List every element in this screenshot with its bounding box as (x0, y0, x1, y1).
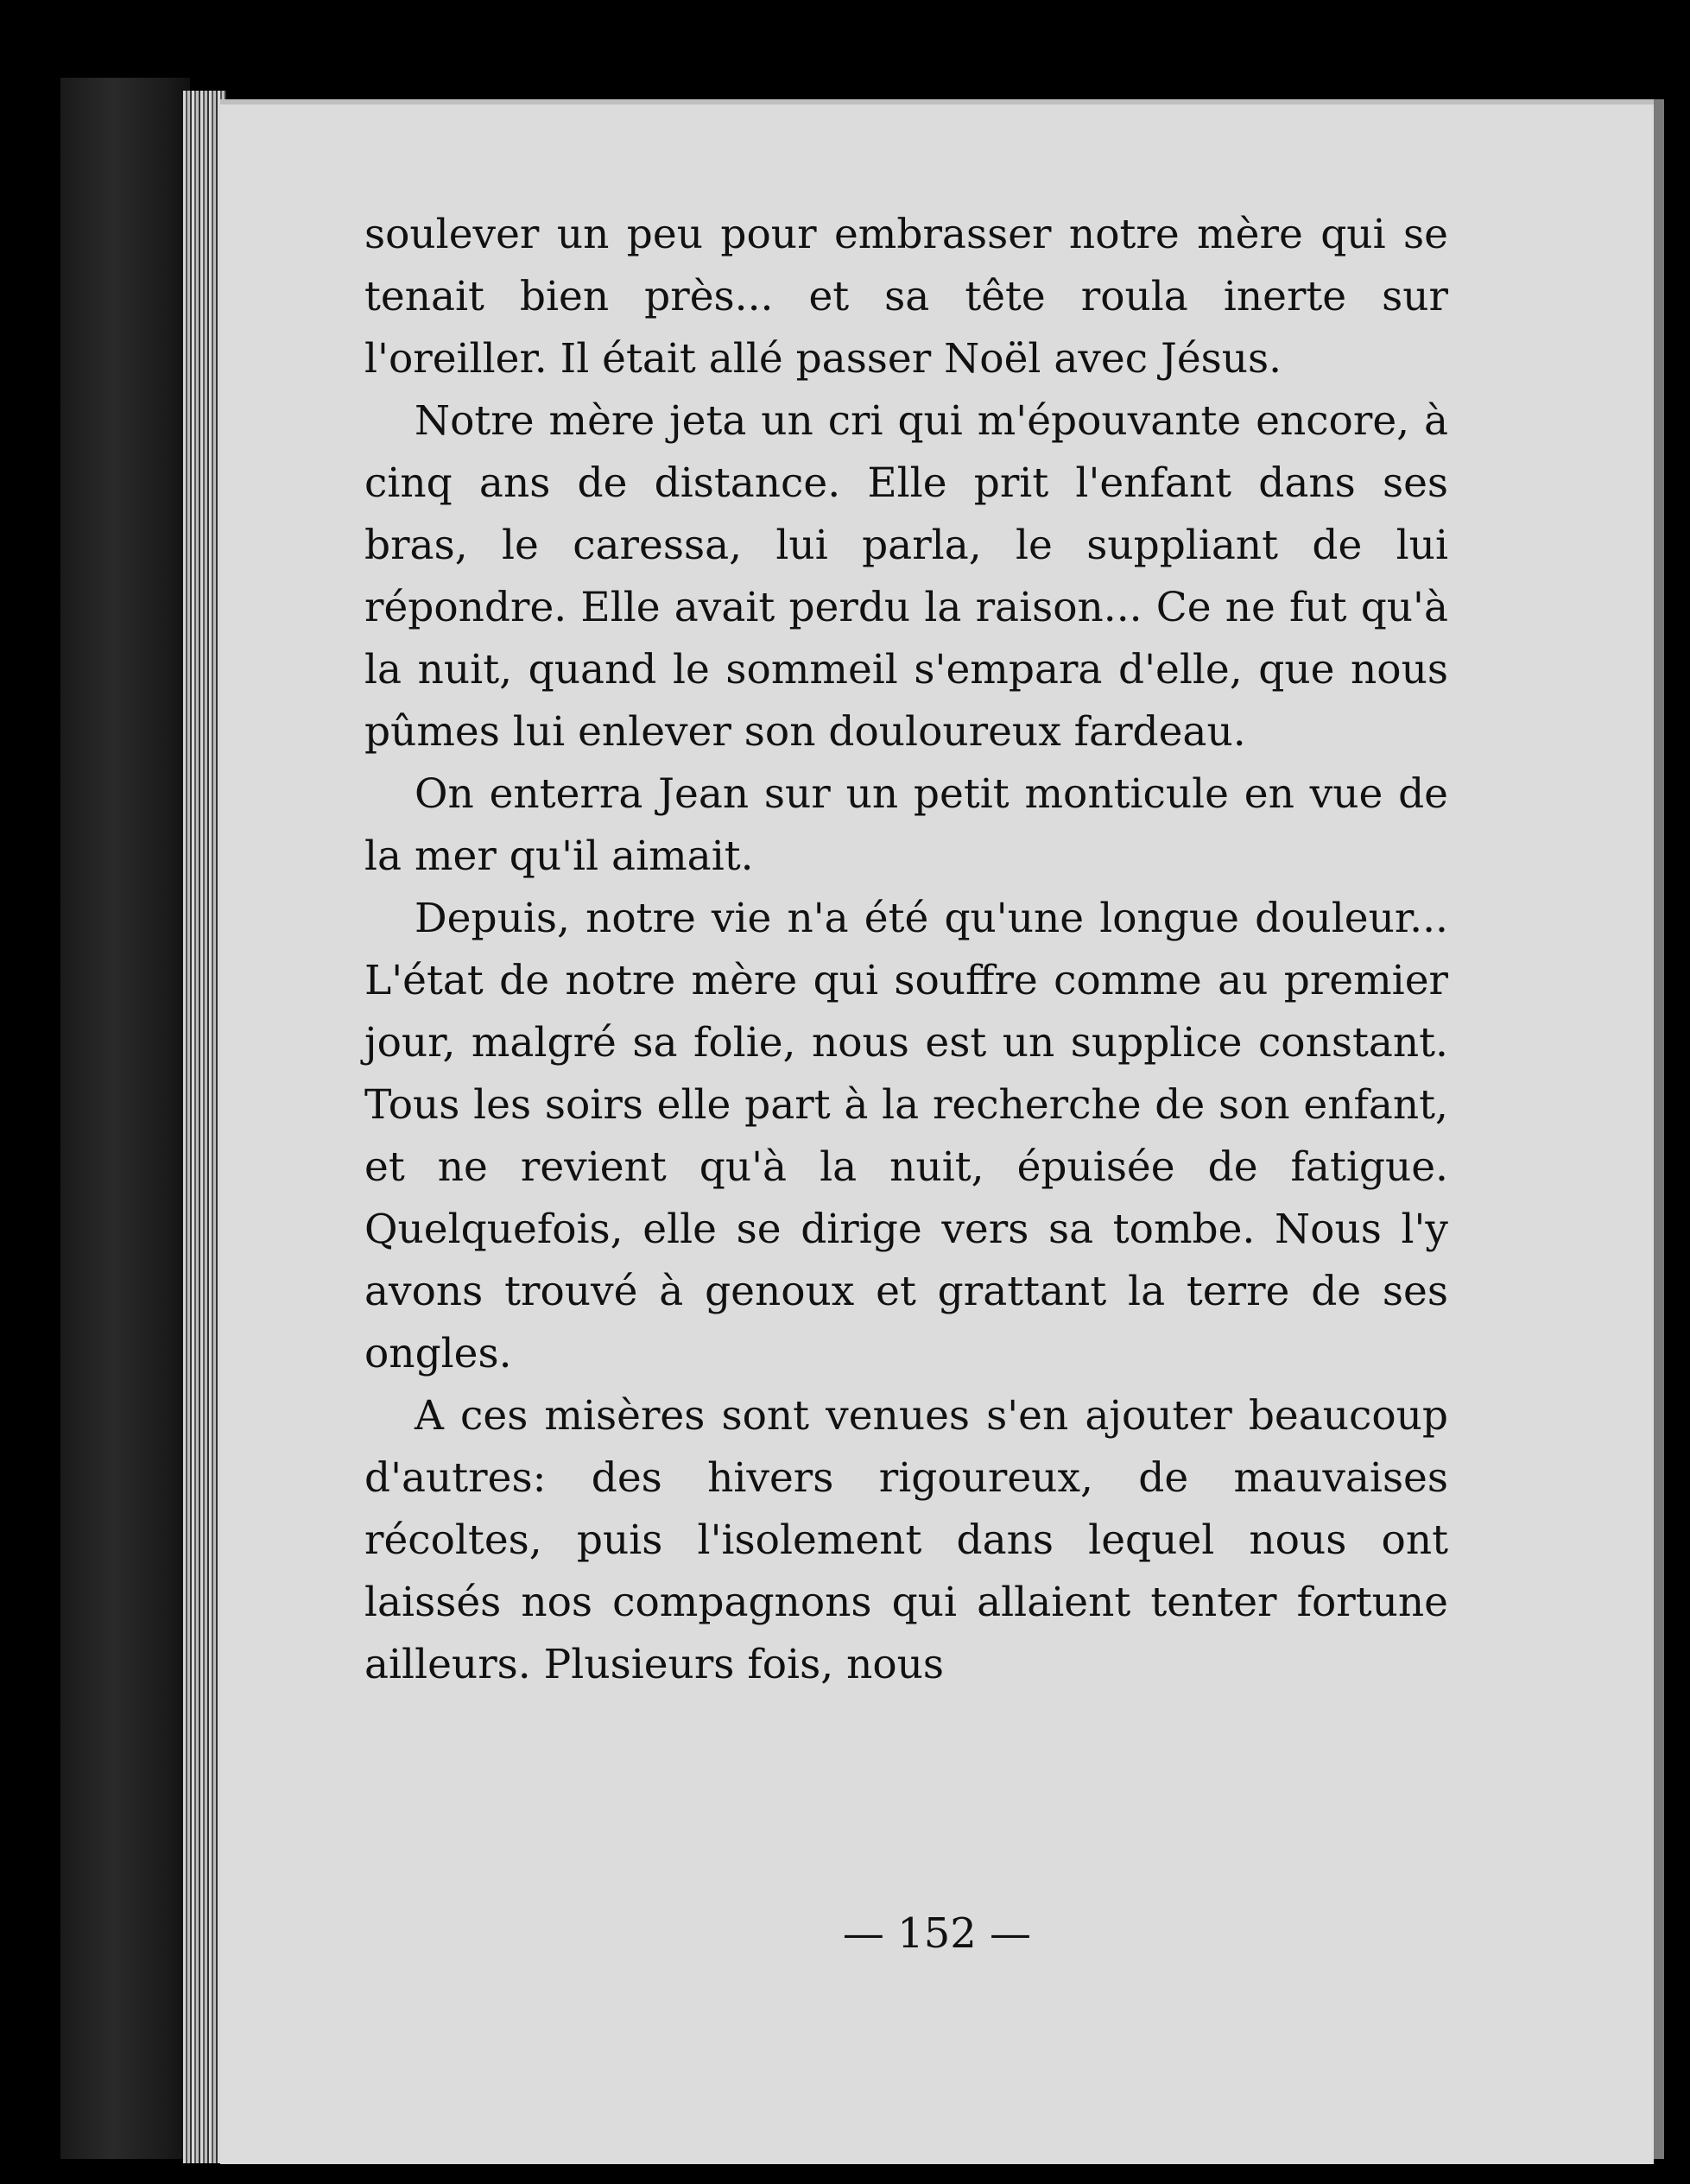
book-spine (60, 78, 190, 2159)
paragraph: A ces misères sont venues s'en ajouter beaucoup d'autres: des hivers rigoureux, de mauvaises récoltes, puis l'isolement dans lequel nous ont laissés nos compagnons qui allaient tenter fortune ailleurs. Plusieurs fois, nous (364, 1392, 1448, 1688)
paragraph: On enterra Jean sur un petit monticule en vue de la mer qu'il aimait. (364, 770, 1448, 880)
body-text (364, 204, 1448, 1696)
paragraph: Depuis, notre vie n'a été qu'une longue douleur... L'état de notre mère qui souffre comme au premier jour, malgré sa folie, nous est un supplice constant. Tous les soirs elle part à la recherche de son enfant, et ne revient qu'à la nuit, épuisée de fatigue. Quelquefois, elle se dirige vers sa tombe. Nous l'y avons trouvé à genoux et grattant la terre de ses ongles. (364, 895, 1448, 1377)
page-number: — 152 — (842, 1909, 1032, 1958)
paragraph: soulever un peu pour embrasser notre mère qui se tenait bien près... et sa tête roula inerte sur l'oreiller. Il était allé passer Noël avec Jésus. (364, 211, 1448, 383)
paragraph: Notre mère jeta un cri qui m'épouvante encore, à cinq ans de distance. Elle prit l'enfant dans ses bras, le caressa, lui parla, le suppliant de lui répondre. Elle avait perdu la raison... Ce ne fut qu'à la nuit, quand le sommeil s'empara d'elle, que nous pûmes lui enlever son douloureux fardeau. (364, 397, 1448, 756)
page (220, 99, 1654, 2164)
page-right-edge (1654, 99, 1664, 2159)
